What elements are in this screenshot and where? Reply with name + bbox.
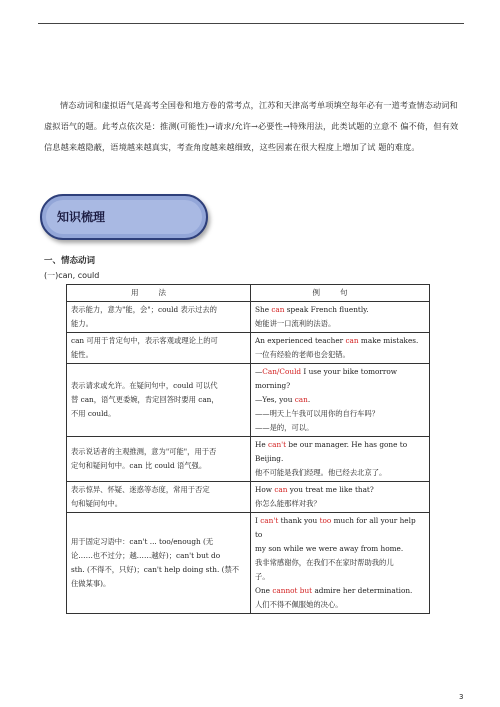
example-cell — [251, 333, 430, 364]
example-text: ——明天上午我可以用你的自行车吗？ — [255, 409, 380, 418]
example-text: 子。 — [255, 572, 270, 581]
example-text: I use your bike tomorrow — [301, 367, 398, 376]
example-text: Beijing. — [255, 454, 284, 463]
example-line — [255, 514, 425, 542]
usage-line: 不用 could。 — [71, 409, 116, 418]
highlighted-modal: can — [271, 305, 285, 314]
example-text: speak French fluently. — [284, 305, 369, 314]
example-text: much for all your help to — [255, 516, 416, 539]
subsection-heading: (一)can, could — [44, 271, 100, 280]
highlighted-modal: can — [294, 395, 308, 404]
example-line — [255, 348, 425, 362]
highlighted-modal: too — [319, 516, 332, 525]
usage-table — [66, 284, 430, 614]
section-heading: 一、情态动词 — [44, 256, 96, 266]
table-row — [67, 513, 430, 614]
example-line — [255, 421, 425, 435]
usage-line: 能性。 — [71, 350, 93, 359]
example-line — [255, 483, 425, 497]
table-row — [67, 482, 430, 513]
table-row — [67, 437, 430, 482]
example-text: I — [255, 516, 261, 525]
example-text: One — [255, 586, 273, 595]
example-text: thank you — [278, 516, 320, 525]
example-line — [255, 497, 425, 511]
example-text: my son while we were away from home. — [255, 544, 404, 553]
example-text: —Yes, you — [255, 395, 295, 404]
page-number: 3 — [459, 693, 464, 701]
example-line — [255, 303, 425, 317]
example-text: How — [255, 485, 275, 494]
usage-line: 表示说话者的主观推测，意为"可能"，用于否 — [71, 447, 217, 456]
example-text: morning? — [255, 381, 291, 390]
usage-line: 论……也不过分；越……越好)；can't but do — [71, 551, 221, 560]
header-rule — [38, 23, 464, 24]
usage-cell — [67, 333, 251, 364]
usage-line: sth. (不得不，只好)；can't help doing sth. (禁不 — [71, 565, 240, 574]
highlighted-modal: cannot but — [272, 586, 313, 595]
example-line — [255, 393, 425, 407]
usage-line: 用于固定习语中：can't ... too/enough (无 — [71, 537, 214, 546]
example-line — [255, 438, 425, 452]
usage-line: 表示惊异、怀疑、迷惑等态度，常用于否定 — [71, 485, 210, 494]
example-text: 你怎么能那样对我？ — [255, 499, 321, 508]
highlighted-modal: can't — [268, 440, 287, 449]
usage-line: 替 can，语气更委婉，肯定回答时要用 can， — [71, 395, 219, 404]
usage-line: can 可用于肯定句中，表示客观或理论上的可 — [71, 336, 218, 345]
example-line — [255, 365, 425, 379]
usage-line: 能力。 — [71, 319, 93, 328]
usage-cell — [67, 364, 251, 437]
example-text: 一位有经验的老师也会犯错。 — [255, 350, 350, 359]
example-line — [255, 584, 425, 598]
example-cell — [251, 482, 430, 513]
usage-cell — [67, 437, 251, 482]
table-body — [67, 302, 430, 614]
example-text: 我非常感谢你，在我们不在家时帮助我的儿 — [255, 558, 394, 567]
intro-paragraph: 情态动词和虚拟语气是高考全国卷和地方卷的常考点，江苏和天津高考单项填空每年必有一道考查情态动词和虚拟语气的题。此考点依次是：推测(可能性)→请求/允许→必要性→特殊用法，此类试题的立意不 偏不倚，但有效信息越来越隐蔽，语境越来越真实，考查角度越来越细致，这些因素在很大程度上增加了试 题的难度。 — [44, 100, 459, 152]
example-line — [255, 334, 425, 348]
example-text: ——是的，可以。 — [255, 423, 314, 432]
example-text: be our manager. He has gone to — [286, 440, 408, 449]
usage-line: 表示能力，意为"能，会"；could 表示过去的 — [71, 305, 217, 314]
table-row — [67, 302, 430, 333]
example-text: . — [307, 395, 311, 404]
example-text: make mistakes. — [358, 336, 419, 345]
example-text: admire her determination. — [312, 586, 413, 595]
usage-cell — [67, 513, 251, 614]
usage-line: 表示请求或允许。在疑问句中，could 可以代 — [71, 381, 218, 390]
example-cell — [251, 437, 430, 482]
example-cell — [251, 302, 430, 333]
header-example: 例句 — [251, 285, 430, 302]
section-badge — [40, 194, 208, 240]
example-text: you treat me like that? — [287, 485, 374, 494]
example-line — [255, 466, 425, 480]
example-line — [255, 598, 425, 612]
highlighted-modal: Can/Could — [262, 367, 302, 376]
table-row — [67, 364, 430, 437]
example-text: 他不可能是我们经理。他已经去北京了。 — [255, 468, 387, 477]
example-line — [255, 570, 425, 584]
example-text: 她能讲一口流利的法语。 — [255, 319, 336, 328]
usage-line: 句和疑问句中。 — [71, 499, 123, 508]
example-line — [255, 452, 425, 466]
example-line — [255, 317, 425, 331]
example-line — [255, 379, 425, 393]
usage-cell — [67, 482, 251, 513]
example-line — [255, 542, 425, 556]
highlighted-modal: can — [274, 485, 288, 494]
example-text: — — [255, 367, 263, 376]
table-header-row — [67, 285, 430, 302]
example-line — [255, 407, 425, 421]
header-usage: 用法 — [67, 285, 251, 302]
usage-cell — [67, 302, 251, 333]
example-text: He — [255, 440, 269, 449]
example-text: An experienced teacher — [255, 336, 346, 345]
section-badge-title: 知识梳理 — [57, 210, 106, 224]
example-text: She — [255, 305, 272, 314]
highlighted-modal: can't — [260, 516, 279, 525]
example-text: 人们不得不佩服她的决心。 — [255, 600, 343, 609]
highlighted-modal: can — [345, 336, 359, 345]
example-cell — [251, 364, 430, 437]
usage-line: 住做某事)。 — [71, 579, 111, 588]
usage-line: 定句和疑问句中。can 比 could 语气强。 — [71, 461, 207, 470]
example-line — [255, 556, 425, 570]
example-cell — [251, 513, 430, 614]
table-row — [67, 333, 430, 364]
